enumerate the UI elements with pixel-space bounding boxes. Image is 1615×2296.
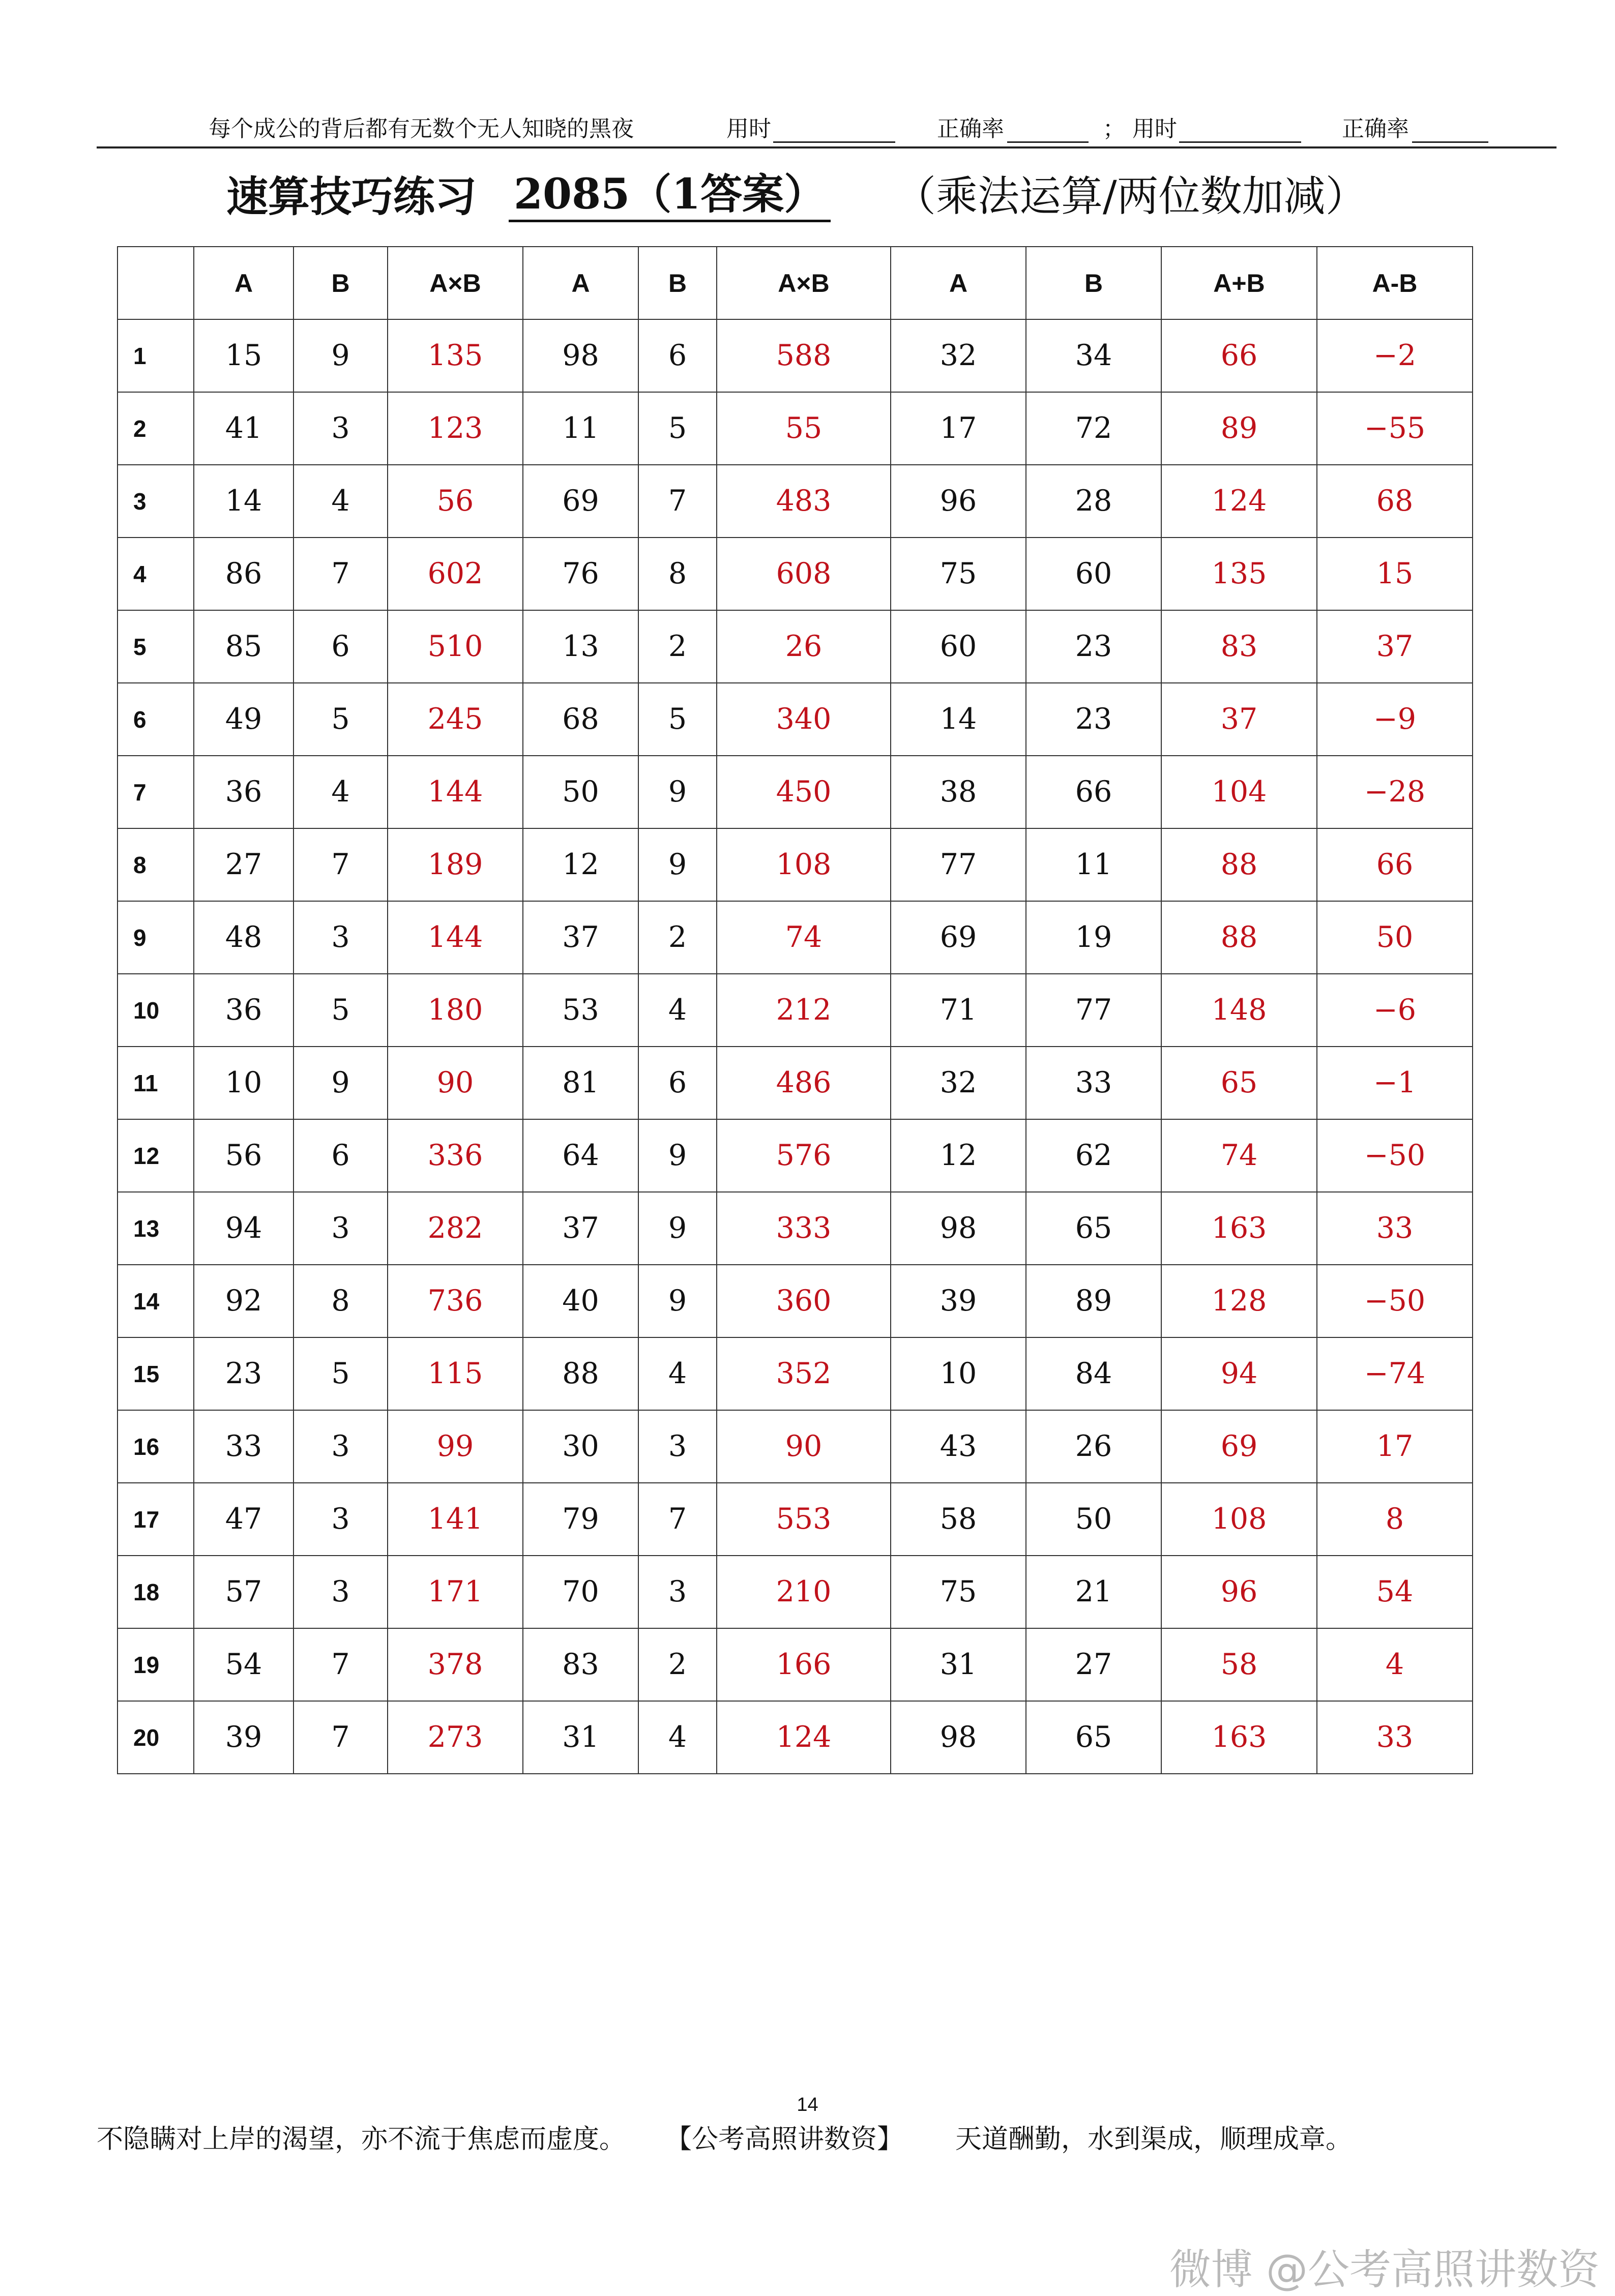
operand-cell: 11 [523, 392, 638, 465]
column-header [118, 247, 194, 319]
operand-cell: 98 [523, 319, 638, 392]
answer-cell: 450 [717, 756, 891, 828]
page-title [0, 169, 1615, 225]
operand-cell: 39 [891, 1265, 1026, 1337]
operand-cell: 6 [638, 319, 717, 392]
header-separator: ； [1103, 116, 1125, 142]
answer-cell: 171 [388, 1556, 523, 1628]
answer-cell: 55 [717, 392, 891, 465]
answer-cell: 90 [388, 1047, 523, 1119]
answer-cell: −55 [1317, 392, 1473, 465]
answer-cell: 135 [1161, 538, 1317, 610]
answer-cell: 333 [717, 1192, 891, 1265]
operand-cell: 12 [523, 828, 638, 901]
operand-cell: 76 [523, 538, 638, 610]
answer-cell: −28 [1317, 756, 1473, 828]
operand-cell: 27 [1026, 1628, 1161, 1701]
operand-cell: 13 [523, 610, 638, 683]
operand-cell: 60 [891, 610, 1026, 683]
answer-cell: 56 [388, 465, 523, 538]
time-blank-2 [1179, 141, 1301, 143]
answer-cell: 510 [388, 610, 523, 683]
column-header: A [194, 247, 293, 319]
answer-cell: 212 [717, 974, 891, 1047]
operand-cell: 7 [293, 1701, 388, 1774]
operand-cell: 60 [1026, 538, 1161, 610]
operand-cell: 72 [1026, 392, 1161, 465]
answer-cell: 144 [388, 901, 523, 974]
answer-cell: 115 [388, 1337, 523, 1410]
column-header: B [293, 247, 388, 319]
operand-cell: 85 [194, 610, 293, 683]
operand-cell: 86 [194, 538, 293, 610]
operand-cell: 6 [638, 1047, 717, 1119]
operand-cell: 39 [194, 1701, 293, 1774]
operand-cell: 4 [638, 974, 717, 1047]
operand-cell: 5 [293, 1337, 388, 1410]
operand-cell: 50 [1026, 1483, 1161, 1556]
operand-cell: 48 [194, 901, 293, 974]
table-row [118, 1628, 1473, 1701]
operand-cell: 37 [523, 1192, 638, 1265]
row-index: 17 [118, 1483, 194, 1556]
operand-cell: 26 [1026, 1410, 1161, 1483]
row-index: 6 [118, 683, 194, 756]
answer-cell: 69 [1161, 1410, 1317, 1483]
row-index: 7 [118, 756, 194, 828]
column-header: A+B [1161, 247, 1317, 319]
answer-cell: 576 [717, 1119, 891, 1192]
operand-cell: 34 [1026, 319, 1161, 392]
operand-cell: 54 [194, 1628, 293, 1701]
title-code: 2085（1答案） [509, 169, 831, 222]
operand-cell: 70 [523, 1556, 638, 1628]
answer-cell: −50 [1317, 1119, 1473, 1192]
operand-cell: 94 [194, 1192, 293, 1265]
operand-cell: 5 [293, 683, 388, 756]
row-index: 16 [118, 1410, 194, 1483]
accuracy-label-2: 正确率 [1342, 116, 1409, 142]
table-row [118, 1119, 1473, 1192]
answer-cell: 148 [1161, 974, 1317, 1047]
operand-cell: 7 [293, 538, 388, 610]
column-header: B [638, 247, 717, 319]
operand-cell: 23 [1026, 610, 1161, 683]
operand-cell: 3 [293, 1483, 388, 1556]
operand-cell: 81 [523, 1047, 638, 1119]
operand-cell: 43 [891, 1410, 1026, 1483]
answer-cell: 282 [388, 1192, 523, 1265]
operand-cell: 28 [1026, 465, 1161, 538]
operand-cell: 27 [194, 828, 293, 901]
answer-cell: 273 [388, 1701, 523, 1774]
operand-cell: 9 [638, 1192, 717, 1265]
table-row [118, 1192, 1473, 1265]
answer-cell: 336 [388, 1119, 523, 1192]
operand-cell: 33 [1026, 1047, 1161, 1119]
operand-cell: 23 [194, 1337, 293, 1410]
answer-cell: 108 [1161, 1483, 1317, 1556]
operand-cell: 9 [293, 319, 388, 392]
answer-cell: 58 [1161, 1628, 1317, 1701]
table-row [118, 974, 1473, 1047]
answer-cell: 352 [717, 1337, 891, 1410]
table-row [118, 1337, 1473, 1410]
footer-right-quote: 天道酬勤，水到渠成，顺理成章。 [955, 2124, 1353, 2155]
answer-cell: 245 [388, 683, 523, 756]
answer-cell: −74 [1317, 1337, 1473, 1410]
answer-table [117, 246, 1473, 1774]
operand-cell: 2 [638, 610, 717, 683]
answer-cell: 124 [717, 1701, 891, 1774]
time-label: 用时 [726, 116, 771, 142]
row-index: 10 [118, 974, 194, 1047]
operand-cell: 11 [1026, 828, 1161, 901]
operand-cell: 7 [638, 465, 717, 538]
operand-cell: 8 [638, 538, 717, 610]
operand-cell: 9 [638, 828, 717, 901]
operand-cell: 88 [523, 1337, 638, 1410]
operand-cell: 12 [891, 1119, 1026, 1192]
operand-cell: 7 [293, 1628, 388, 1701]
table-row [118, 756, 1473, 828]
answer-cell: 588 [717, 319, 891, 392]
operand-cell: 83 [523, 1628, 638, 1701]
operand-cell: 68 [523, 683, 638, 756]
operand-cell: 69 [523, 465, 638, 538]
row-index: 3 [118, 465, 194, 538]
column-header: A [891, 247, 1026, 319]
answer-cell: 99 [388, 1410, 523, 1483]
operand-cell: 40 [523, 1265, 638, 1337]
table-row [118, 319, 1473, 392]
table-row [118, 828, 1473, 901]
table-row [118, 683, 1473, 756]
operand-cell: 77 [891, 828, 1026, 901]
operand-cell: 3 [293, 392, 388, 465]
operand-cell: 47 [194, 1483, 293, 1556]
table-row [118, 901, 1473, 974]
operand-cell: 65 [1026, 1192, 1161, 1265]
operand-cell: 3 [293, 1556, 388, 1628]
operand-cell: 84 [1026, 1337, 1161, 1410]
operand-cell: 5 [638, 392, 717, 465]
answer-cell: 483 [717, 465, 891, 538]
answer-cell: 88 [1161, 828, 1317, 901]
operand-cell: 8 [293, 1265, 388, 1337]
watermark: 微博 @公考高照讲数资 [1169, 2246, 1600, 2294]
operand-cell: 66 [1026, 756, 1161, 828]
operand-cell: 79 [523, 1483, 638, 1556]
table-row [118, 1047, 1473, 1119]
operand-cell: 75 [891, 538, 1026, 610]
answer-cell: 17 [1317, 1410, 1473, 1483]
operand-cell: 53 [523, 974, 638, 1047]
operand-cell: 75 [891, 1556, 1026, 1628]
column-header: B [1026, 247, 1161, 319]
operand-cell: 62 [1026, 1119, 1161, 1192]
column-header: A×B [717, 247, 891, 319]
answer-cell: 94 [1161, 1337, 1317, 1410]
table-row [118, 1701, 1473, 1774]
operand-cell: 14 [891, 683, 1026, 756]
operand-cell: 36 [194, 756, 293, 828]
operand-cell: 32 [891, 1047, 1026, 1119]
column-header: A-B [1317, 247, 1473, 319]
operand-cell: 5 [293, 974, 388, 1047]
answer-cell: 88 [1161, 901, 1317, 974]
operand-cell: 65 [1026, 1701, 1161, 1774]
answer-cell: 378 [388, 1628, 523, 1701]
operand-cell: 92 [194, 1265, 293, 1337]
operand-cell: 96 [891, 465, 1026, 538]
table-row [118, 1265, 1473, 1337]
operand-cell: 49 [194, 683, 293, 756]
operand-cell: 2 [638, 1628, 717, 1701]
answer-cell: 83 [1161, 610, 1317, 683]
operand-cell: 23 [1026, 683, 1161, 756]
answer-cell: 163 [1161, 1192, 1317, 1265]
page-number: 14 [797, 2094, 818, 2115]
operand-cell: 4 [293, 756, 388, 828]
answer-cell: −50 [1317, 1265, 1473, 1337]
operand-cell: 2 [638, 901, 717, 974]
title-main: 速算技巧练习 [226, 172, 477, 221]
row-index: 13 [118, 1192, 194, 1265]
answer-cell: 89 [1161, 392, 1317, 465]
answer-cell: −6 [1317, 974, 1473, 1047]
operand-cell: 3 [293, 1192, 388, 1265]
answer-cell: −1 [1317, 1047, 1473, 1119]
table-row [118, 1410, 1473, 1483]
operand-cell: 56 [194, 1119, 293, 1192]
accuracy-label: 正确率 [937, 116, 1004, 142]
operand-cell: 3 [293, 1410, 388, 1483]
answer-cell: −2 [1317, 319, 1473, 392]
answer-cell: −9 [1317, 683, 1473, 756]
answer-cell: 74 [1161, 1119, 1317, 1192]
answer-cell: 736 [388, 1265, 523, 1337]
answer-cell: 180 [388, 974, 523, 1047]
operand-cell: 9 [293, 1047, 388, 1119]
answer-cell: 50 [1317, 901, 1473, 974]
footer-brand: 【公考高照讲数资】 [665, 2124, 904, 2155]
operand-cell: 9 [638, 1265, 717, 1337]
time-blank [773, 141, 895, 143]
operand-cell: 98 [891, 1701, 1026, 1774]
answer-cell: 66 [1317, 828, 1473, 901]
row-index: 2 [118, 392, 194, 465]
row-index: 14 [118, 1265, 194, 1337]
operand-cell: 15 [194, 319, 293, 392]
row-index: 20 [118, 1701, 194, 1774]
row-index: 12 [118, 1119, 194, 1192]
answer-cell: 33 [1317, 1192, 1473, 1265]
operand-cell: 7 [293, 828, 388, 901]
answer-cell: 123 [388, 392, 523, 465]
row-index: 1 [118, 319, 194, 392]
answer-cell: 340 [717, 683, 891, 756]
operand-cell: 37 [523, 901, 638, 974]
operand-cell: 69 [891, 901, 1026, 974]
row-index: 9 [118, 901, 194, 974]
answer-cell: 37 [1161, 683, 1317, 756]
operand-cell: 31 [891, 1628, 1026, 1701]
table-header-row [118, 247, 1473, 319]
answer-cell: 553 [717, 1483, 891, 1556]
accuracy-blank-2 [1412, 141, 1488, 143]
operand-cell: 17 [891, 392, 1026, 465]
operand-cell: 19 [1026, 901, 1161, 974]
operand-cell: 32 [891, 319, 1026, 392]
operand-cell: 3 [638, 1410, 717, 1483]
answer-cell: 486 [717, 1047, 891, 1119]
operand-cell: 38 [891, 756, 1026, 828]
answer-cell: 108 [717, 828, 891, 901]
answer-cell: 65 [1161, 1047, 1317, 1119]
title-subtitle: （乘法运算/两位数加减） [894, 172, 1367, 221]
accuracy-blank [1007, 141, 1089, 143]
answer-cell: 4 [1317, 1628, 1473, 1701]
operand-cell: 33 [194, 1410, 293, 1483]
operand-cell: 6 [293, 610, 388, 683]
answer-cell: 90 [717, 1410, 891, 1483]
time-label-2: 用时 [1132, 116, 1177, 142]
answer-cell: 144 [388, 756, 523, 828]
operand-cell: 64 [523, 1119, 638, 1192]
answer-cell: 74 [717, 901, 891, 974]
operand-cell: 21 [1026, 1556, 1161, 1628]
answer-cell: 163 [1161, 1701, 1317, 1774]
operand-cell: 41 [194, 392, 293, 465]
answer-cell: 66 [1161, 319, 1317, 392]
table-body [118, 319, 1473, 1774]
row-index: 15 [118, 1337, 194, 1410]
operand-cell: 4 [638, 1701, 717, 1774]
answer-cell: 33 [1317, 1701, 1473, 1774]
table-row [118, 465, 1473, 538]
row-index: 19 [118, 1628, 194, 1701]
footer-left-quote: 不隐瞒对上岸的渴望，亦不流于焦虑而虚度。 [97, 2124, 626, 2155]
answer-cell: 15 [1317, 538, 1473, 610]
answer-cell: 8 [1317, 1483, 1473, 1556]
operand-cell: 14 [194, 465, 293, 538]
operand-cell: 89 [1026, 1265, 1161, 1337]
row-index: 5 [118, 610, 194, 683]
operand-cell: 3 [293, 901, 388, 974]
table-row [118, 538, 1473, 610]
operand-cell: 9 [638, 756, 717, 828]
answer-cell: 104 [1161, 756, 1317, 828]
answer-cell: 166 [717, 1628, 891, 1701]
row-index: 8 [118, 828, 194, 901]
table-row [118, 610, 1473, 683]
answer-cell: 602 [388, 538, 523, 610]
table-row [118, 392, 1473, 465]
operand-cell: 77 [1026, 974, 1161, 1047]
answer-cell: 68 [1317, 465, 1473, 538]
answer-cell: 96 [1161, 1556, 1317, 1628]
table-row [118, 1483, 1473, 1556]
page-header [97, 113, 1557, 148]
header-motto: 每个成公的背后都有无数个无人知晓的黑夜 [209, 116, 634, 142]
answer-cell: 37 [1317, 610, 1473, 683]
operand-cell: 4 [293, 465, 388, 538]
operand-cell: 30 [523, 1410, 638, 1483]
column-header: A [523, 247, 638, 319]
answer-cell: 189 [388, 828, 523, 901]
column-header: A×B [388, 247, 523, 319]
operand-cell: 10 [194, 1047, 293, 1119]
operand-cell: 9 [638, 1119, 717, 1192]
operand-cell: 5 [638, 683, 717, 756]
operand-cell: 98 [891, 1192, 1026, 1265]
answer-cell: 128 [1161, 1265, 1317, 1337]
row-index: 18 [118, 1556, 194, 1628]
operand-cell: 36 [194, 974, 293, 1047]
operand-cell: 31 [523, 1701, 638, 1774]
operand-cell: 6 [293, 1119, 388, 1192]
operand-cell: 4 [638, 1337, 717, 1410]
answer-cell: 360 [717, 1265, 891, 1337]
operand-cell: 3 [638, 1556, 717, 1628]
operand-cell: 57 [194, 1556, 293, 1628]
operand-cell: 7 [638, 1483, 717, 1556]
answer-cell: 26 [717, 610, 891, 683]
answer-cell: 124 [1161, 465, 1317, 538]
answer-cell: 135 [388, 319, 523, 392]
table-row [118, 1556, 1473, 1628]
answer-cell: 210 [717, 1556, 891, 1628]
operand-cell: 50 [523, 756, 638, 828]
row-index: 4 [118, 538, 194, 610]
answer-cell: 608 [717, 538, 891, 610]
operand-cell: 10 [891, 1337, 1026, 1410]
answer-cell: 54 [1317, 1556, 1473, 1628]
answer-cell: 141 [388, 1483, 523, 1556]
row-index: 11 [118, 1047, 194, 1119]
operand-cell: 58 [891, 1483, 1026, 1556]
operand-cell: 71 [891, 974, 1026, 1047]
